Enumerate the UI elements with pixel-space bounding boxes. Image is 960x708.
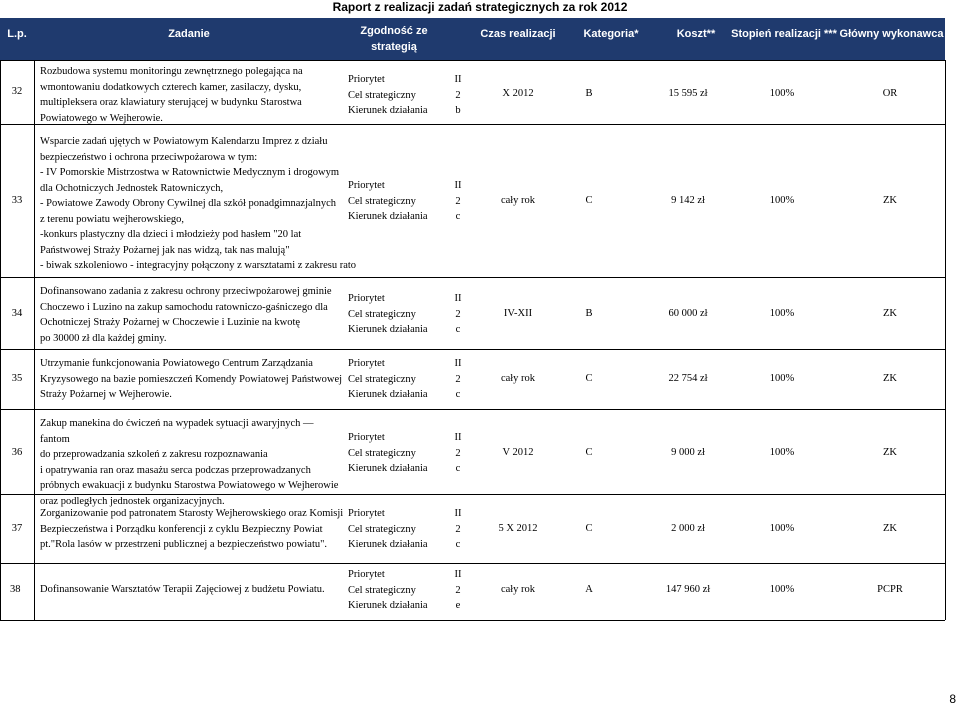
row-strategy-codes: II 2 e xyxy=(454,569,462,611)
row-koszt: 15 595 zł xyxy=(668,88,708,99)
row-kategoria: A xyxy=(585,584,593,595)
row-wykonawca: ZK xyxy=(883,447,897,458)
grid-vline xyxy=(945,60,946,620)
row-czas: cały rok xyxy=(500,584,536,595)
row-czas: X 2012 xyxy=(502,88,534,99)
document-title: Raport z realizacji zadań strategicznych za rok 2012 xyxy=(332,0,628,14)
row-czas: cały rok xyxy=(500,195,536,206)
header-lp: L.p. xyxy=(7,28,27,40)
row-lp: 34 xyxy=(11,308,23,319)
row-description: Wsparcie zadań ujętych w Powiatowym Kalendarzu Imprez z działu bezpieczeństwo i ochrona przeciwpożarowa w tym: - IV Pomorskie Mistrzostwa w Ratownictwie Medycznym i drogowym dla Ochotniczych Jednostek Ratowniczych, - Powiatowe Zawody Obrony Cywilnej dla szkół ponadgimnazjalnych z terenu powiatu wejherowskiego, -konkurs plastyczny dla dzieci i młodzieży pod hasłem "20 lat Państwowej Straży Pożarnej jak nas widzą, tak nas malują" - biwak szkoleniowo - integracyjny połączony z warsztatami z zakresu rato xyxy=(40,136,357,271)
row-czas: cały rok xyxy=(500,373,536,384)
row-lp: 32 xyxy=(11,86,23,97)
row-strategy-codes: II 2 b xyxy=(454,74,462,116)
table-header xyxy=(0,18,945,60)
row-strategy-labels: Priorytet Cel strategiczny Kierunek działania xyxy=(348,432,428,474)
header-kategoria: Kategoria* xyxy=(583,28,639,40)
row-strategy-codes: II 2 c xyxy=(454,358,462,400)
row-description: Rozbudowa systemu monitoringu zewnętrznego polegająca na wmontowaniu dodatkowych czterech kamer, zasilaczy, dysku, multipleksera oraz klawiatury sterującej w budynku Starostwa Powiatowego w Wejherowie. xyxy=(40,66,303,124)
header-czas: Czas realizacji xyxy=(480,28,556,40)
header-zgodnosc-line2: strategią xyxy=(371,41,417,53)
row-stopien: 100% xyxy=(769,195,795,206)
row-stopien: 100% xyxy=(769,584,795,595)
row-koszt: 2 000 zł xyxy=(671,523,705,534)
row-stopien: 100% xyxy=(769,308,795,319)
row-kategoria: B xyxy=(585,308,593,319)
grid-hline xyxy=(0,349,945,350)
row-koszt: 9 142 zł xyxy=(671,195,705,206)
row-wykonawca: PCPR xyxy=(877,584,903,595)
header-zgodnosc-line1: Zgodność ze xyxy=(360,25,428,37)
row-czas: 5 X 2012 xyxy=(498,523,538,534)
row-kategoria: C xyxy=(585,373,593,384)
row-wykonawca: ZK xyxy=(883,195,897,206)
header-stopien: Stopień realizacji *** xyxy=(731,28,837,40)
grid-hline xyxy=(0,620,945,621)
header-zgodnosc xyxy=(344,18,444,60)
row-lp: 37 xyxy=(11,523,23,534)
header-wykonawca: Główny wykonawca xyxy=(839,28,944,40)
grid-hline xyxy=(0,563,945,564)
row-description: Utrzymanie funkcjonowania Powiatowego Centrum Zarządzania Kryzysowego na bazie pomieszczeń Komendy Powiatowej Państwowej Straży Pożarnej w Wejherowie. xyxy=(40,358,343,400)
row-strategy-labels: Priorytet Cel strategiczny Kierunek działania xyxy=(348,74,428,116)
row-strategy-labels: Priorytet Cel strategiczny Kierunek działania xyxy=(348,293,428,335)
row-lp: 38 xyxy=(10,584,21,595)
row-kategoria: B xyxy=(585,88,593,99)
row-wykonawca: ZK xyxy=(883,308,897,319)
row-koszt: 9 000 zł xyxy=(671,447,705,458)
row-strategy-labels: Priorytet Cel strategiczny Kierunek działania xyxy=(348,508,428,550)
row-strategy-labels: Priorytet Cel strategiczny Kierunek działania xyxy=(348,569,428,611)
row-czas: IV-XII xyxy=(503,308,533,319)
header-koszt: Koszt** xyxy=(676,28,716,40)
row-koszt: 60 000 zł xyxy=(668,308,708,319)
grid-hline xyxy=(0,277,945,278)
row-kategoria: C xyxy=(585,447,593,458)
row-kategoria: C xyxy=(585,195,593,206)
row-strategy-labels: Priorytet Cel strategiczny Kierunek działania xyxy=(348,180,428,222)
row-strategy-labels: Priorytet Cel strategiczny Kierunek działania xyxy=(348,358,428,400)
row-lp: 36 xyxy=(11,447,23,458)
row-czas: V 2012 xyxy=(502,447,534,458)
row-strategy-codes: II 2 c xyxy=(454,180,462,222)
row-description: Zorganizowanie pod patronatem Starosty Wejherowskiego oraz Komisji Bezpieczeństwa i Porządku konferencji z cyklu Bezpieczny Powiat pt."Rola lasów w przestrzeni publicznej a bezpieczeństwo powiatu". xyxy=(40,508,344,550)
row-kategoria: C xyxy=(585,523,593,534)
row-stopien: 100% xyxy=(769,88,795,99)
row-koszt: 147 960 zł xyxy=(665,584,711,595)
row-strategy-codes: II 2 c xyxy=(454,293,462,335)
row-wykonawca: ZK xyxy=(883,373,897,384)
row-lp: 35 xyxy=(11,373,23,384)
row-strategy-codes: II 2 c xyxy=(454,508,462,550)
row-wykonawca: OR xyxy=(882,88,898,99)
row-stopien: 100% xyxy=(769,447,795,458)
row-strategy-codes: II 2 c xyxy=(454,432,462,474)
row-stopien: 100% xyxy=(769,523,795,534)
row-koszt: 22 754 zł xyxy=(668,373,708,384)
row-wykonawca: ZK xyxy=(883,523,897,534)
grid-hline xyxy=(0,60,945,61)
grid-vline xyxy=(34,60,35,620)
grid-hline xyxy=(0,409,945,410)
row-description: Dofinansowanie Warsztatów Terapii Zajęciowej z budżetu Powiatu. xyxy=(40,584,325,595)
row-description: Dofinansowano zadania z zakresu ochrony przeciwpożarowej gminie Choczewo i Luzino na zakup samochodu ratowniczo-gaśniczego dla Ochotniczej Straży Pożarnej w Choczewie i Luzinie na kwotę po 30000 zł dla każdej gminy. xyxy=(40,286,332,344)
page-number: 8 xyxy=(949,692,956,706)
header-zadanie: Zadanie xyxy=(168,28,210,40)
row-stopien: 100% xyxy=(769,373,795,384)
row-lp: 33 xyxy=(11,195,23,206)
row-description: Zakup manekina do ćwiczeń na wypadek sytuacji awaryjnych — fantom do przeprowadzania szkoleń z zakresu rozpoznawania i opatrywania ran oraz masażu serca podczas przeprowadzanych próbnych ewakuacji z budynku Starostwa Powiatowego w Wejherowie oraz podległych jednostek organizacyjnych. xyxy=(40,418,339,507)
